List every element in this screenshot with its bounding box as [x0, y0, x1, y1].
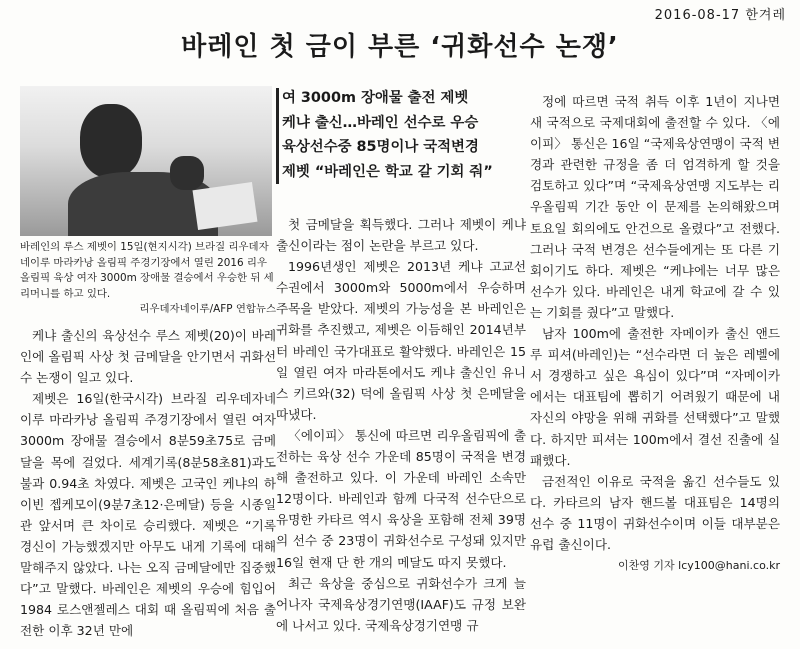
- subheadline-line: 케냐 출신…바레인 선수로 우승: [282, 114, 479, 131]
- subheadline-line: 제벳 “바레인은 학교 갈 기회 줘”: [282, 163, 493, 180]
- subheadline-block: [278, 86, 530, 184]
- date-source-line: 2016-08-17 한겨레: [654, 8, 786, 23]
- byline: 이찬영 기자 lcy100@hani.co.kr: [618, 559, 780, 573]
- body-column-1: [20, 325, 276, 641]
- body-column-2: [276, 214, 526, 636]
- paragraph: 첫 금메달을 획득했다. 그러나 제벳이 케냐 출신이라는 점이 논란을 부르고 있다.: [276, 217, 526, 254]
- caption-text: 바레인의 루스 제벳이 15일(현지시각) 브라질 리우데자네이루 마라카낭 올림픽 주경기장에서 열린 2016 리우올림픽 육상 여자 3000m 장애물 결승에서 우승한 뒤 세리머니를 하고 있다.: [20, 241, 274, 300]
- athlete-photo: [20, 86, 272, 236]
- paragraph: 최근 육상을 중심으로 귀화선수가 크게 늘어나자 국제육상경기연맹(IAAF)도 규정 보완에 나서고 있다. 국제육상경기연맹 규: [276, 575, 526, 633]
- paragraph: 남자 100m에 출전한 자메이카 출신 앤드루 피셔(바레인)는 “선수라면 더 높은 레벨에서 경쟁하고 싶은 욕심이 있다”며 “자메이카에서는 대표팀에 뽑히기 어려웠기 때문에 내 자신의 야망을 위해 귀화를 선택했다”고 말했다. 하지만 피셔는 100m에서 결선 진출에 실패했다.: [530, 326, 780, 468]
- photo-credit: 리우데자네이루/AFP 연합뉴스: [139, 303, 276, 315]
- paragraph: 〈에이피〉 통신에 따르면 리우올림픽에 출전하는 육상 선수 가운데 85명이 국적을 변경해 출전하고 있다. 이 가운데 바레인 소속만 12명이다. 바레인과 함께 다국적 선수단으로 유명한 카타르 역시 육상을 포함해 전체 39명의 선수 중 23명이 귀화선수로 구성돼 있지만 16일 현재 단 한 개의 메달도 따지 못했다.: [276, 427, 526, 570]
- paragraph: 정에 따르면 국적 취득 이후 1년이 지나면 새 국적으로 국제대회에 출전할 수 있다. 〈에이피〉 통신은 16일 “국제육상연맹이 국적 변경과 관련한 규정을 좀 더 엄격하게 할 것을 검토하고 있다”며 “국제육상연맹 지도부는 리우올림픽 기간 동안 이 문제를 논의해왔으며 토요일 회의에도 안건으로 올렸다”고 전했다. 그러나 국적 변경은 선수들에게는 또 다른 기회이기도 하다. 제벳은 “케냐에는 너무 많은 선수가 있다. 바레인은 내게 학교에 갈 수 있는 기회를 줬다”고 말했다.: [530, 94, 780, 320]
- body-column-3: [530, 91, 780, 576]
- paragraph: 케냐 출신의 육상선수 루스 제벳(20)이 바레인에 올림픽 사상 첫 금메달을 안기면서 귀화선수 논쟁이 일고 있다.: [20, 328, 276, 386]
- paragraph: 1996년생인 제벳은 2013년 케냐 고교선수권에서 3000m와 5000m에서 우승하며 주목을 받았다. 제벳의 가능성을 본 바레인은 귀화를 추진했고, 제벳은 이듬해인 2014년부터 바레인 국가대표로 활약했다. 바레인은 15일 열린 여자 마라톤에서도 케냐 출신인 유니스 키르와(32) 덕에 올림픽 사상 첫 은메달을 따냈다.: [276, 259, 526, 422]
- photo-caption: [20, 240, 276, 318]
- article-headline: 바레인 첫 금이 부른 ‘귀화선수 논쟁’: [181, 32, 619, 62]
- subheadline-line: 육상선수중 85명이나 국적변경: [282, 139, 479, 155]
- paragraph: 제벳은 16일(한국시각) 브라질 리우데자네이루 마라카낭 올림픽 주경기장에서 열린 여자 3000m 장애물 결승에서 8분59초75로 금메달을 목에 걸었다. 세계기록(8분58초81)과도 불과 0.94초 차였다. 제벳은 고국인 케냐의 하이빈 젭케모이(9분7초12·은메달) 등을 시종일관 앞서며 큰 차이로 승리했다. 제벳은 “기록 경신이 가능했겠지만 아무도 내게 기록에 대해 말해주지 않았다. 나는 오직 금메달에만 집중했다”고 말했다. 바레인은 제벳의 우승에 힘입어 1984 로스앤젤레스 대회 때 올림픽에 처음 출전한 이후 32년 만에: [20, 391, 276, 639]
- subheadline-line: 여 3000m 장애물 출전 제벳: [282, 90, 469, 106]
- paragraph: 금전적인 이유로 국적을 옮긴 선수들도 있다. 카타르의 남자 핸드볼 대표팀은 14명의 선수 중 11명이 귀화선수이며 이들 대부분은 유럽 출신이다.: [530, 473, 780, 552]
